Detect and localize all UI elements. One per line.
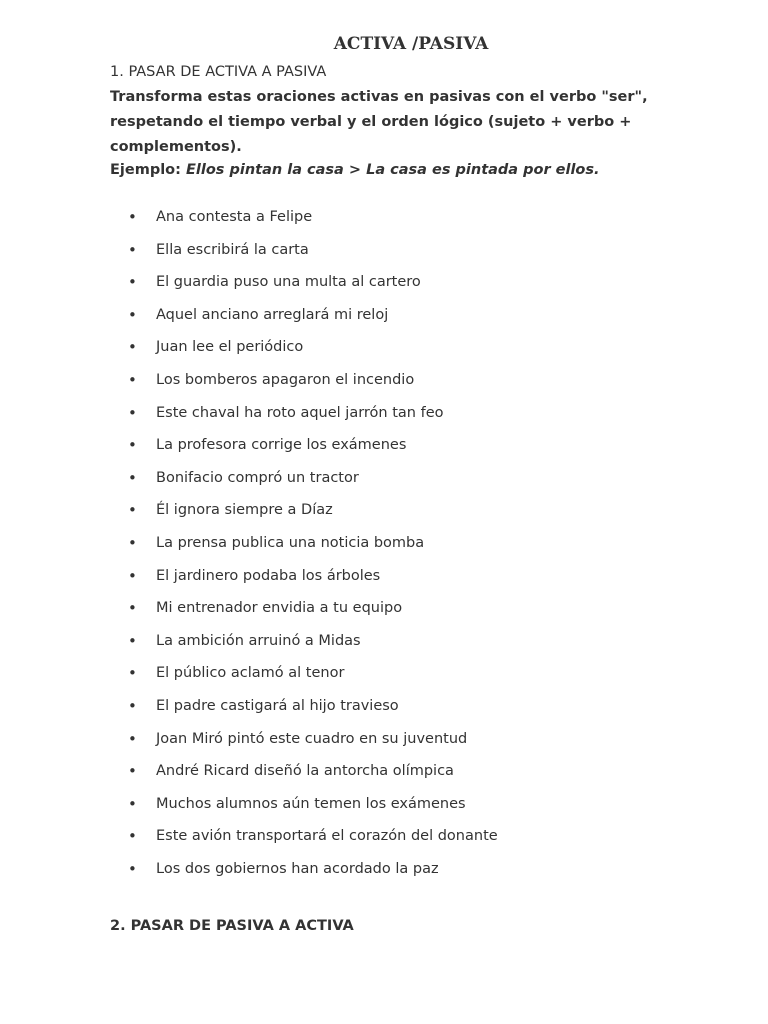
bullet-icon: • <box>128 794 137 813</box>
list-item-text: La ambición arruinó a Midas <box>156 632 361 649</box>
bullet-icon: • <box>128 599 137 618</box>
list-item-text: Los dos gobiernos han acordado la paz <box>156 860 439 877</box>
document-title: ACTIVA /PASIVA <box>333 34 489 54</box>
bullet-icon: • <box>128 631 137 650</box>
list-item-text: Mi entrenador envidia a tu equipo <box>156 600 403 617</box>
list-item-text: Este chaval ha roto aquel jarrón tan feo <box>156 404 444 421</box>
bullet-icon: • <box>128 370 137 389</box>
list-item-text: Él ignora siempre a Díaz <box>156 502 333 519</box>
list-item-text: El guardia puso una multa al cartero <box>156 274 421 291</box>
list-item-text: Este avión transportará el corazón del donante <box>156 828 498 845</box>
list-item <box>0 397 498 430</box>
list-item <box>0 266 498 299</box>
list-item <box>0 429 498 462</box>
list-item-text: Juan lee el periódico <box>156 339 304 356</box>
bullet-icon: • <box>128 533 137 552</box>
list-item <box>0 560 498 593</box>
list-item-text: André Ricard diseñó la antorcha olímpica <box>156 763 454 780</box>
sentence-list <box>0 201 498 885</box>
list-item-text: El padre castigará al hijo travieso <box>156 697 399 714</box>
list-item-text: El público aclamó al tenor <box>156 665 345 682</box>
section-1-heading: 1. PASAR DE ACTIVA A PASIVA <box>110 64 327 80</box>
bullet-icon: • <box>128 208 137 226</box>
list-item <box>0 755 498 788</box>
section-2-heading: 2. PASAR DE PASIVA A ACTIVA <box>110 918 354 934</box>
list-item <box>0 853 498 886</box>
bullet-icon: • <box>128 696 137 715</box>
list-item <box>0 690 498 723</box>
list-item <box>0 592 498 625</box>
bullet-icon: • <box>128 664 137 683</box>
list-item <box>0 299 498 332</box>
bullet-icon: • <box>128 762 137 781</box>
list-item <box>0 364 498 397</box>
list-item-text: Bonifacio compró un tractor <box>156 469 359 486</box>
bullet-icon: • <box>128 403 137 422</box>
list-item-text: Los bomberos apagaron el incendio <box>156 371 415 388</box>
list-item <box>0 494 498 527</box>
list-item <box>0 462 498 495</box>
list-item <box>0 527 498 560</box>
bullet-icon: • <box>128 305 137 324</box>
list-item-text: Muchos alumnos aún temen los exámenes <box>156 795 466 812</box>
bullet-icon: • <box>128 468 137 487</box>
list-item-text: Aquel anciano arreglará mi reloj <box>156 306 389 323</box>
example-line <box>110 159 600 181</box>
list-item <box>0 625 498 658</box>
example-label: Ejemplo: <box>110 162 181 178</box>
list-item <box>0 657 498 690</box>
list-item-text: La prensa publica una noticia bomba <box>156 534 425 551</box>
list-item-text: Ana contesta a Felipe <box>156 209 313 225</box>
list-item <box>0 234 498 267</box>
bullet-icon: • <box>128 273 137 292</box>
list-item-text: El jardinero podaba los árboles <box>156 567 381 584</box>
bullet-icon: • <box>128 436 137 455</box>
list-item <box>0 788 498 821</box>
bullet-icon: • <box>128 240 137 259</box>
list-item-text: Joan Miró pintó este cuadro en su juventud <box>156 730 468 747</box>
list-item <box>0 331 498 364</box>
list-item <box>0 820 498 853</box>
bullet-icon: • <box>128 566 137 585</box>
section-1-instructions: Transforma estas oraciones activas en pasivas con el verbo "ser", respetando el tiempo verbal y el orden lógico (sujeto + verbo + complementos). <box>110 89 648 155</box>
list-item <box>0 201 498 234</box>
example-text: Ellos pintan la casa > La casa es pintada por ellos. <box>186 162 600 178</box>
bullet-icon: • <box>128 827 137 846</box>
bullet-icon: • <box>128 729 137 748</box>
list-item-text: La profesora corrige los exámenes <box>156 437 407 454</box>
list-item <box>0 723 498 756</box>
bullet-icon: • <box>128 338 137 357</box>
bullet-icon: • <box>128 501 137 520</box>
list-item-text: Ella escribirá la carta <box>156 241 309 258</box>
bullet-icon: • <box>128 859 137 878</box>
